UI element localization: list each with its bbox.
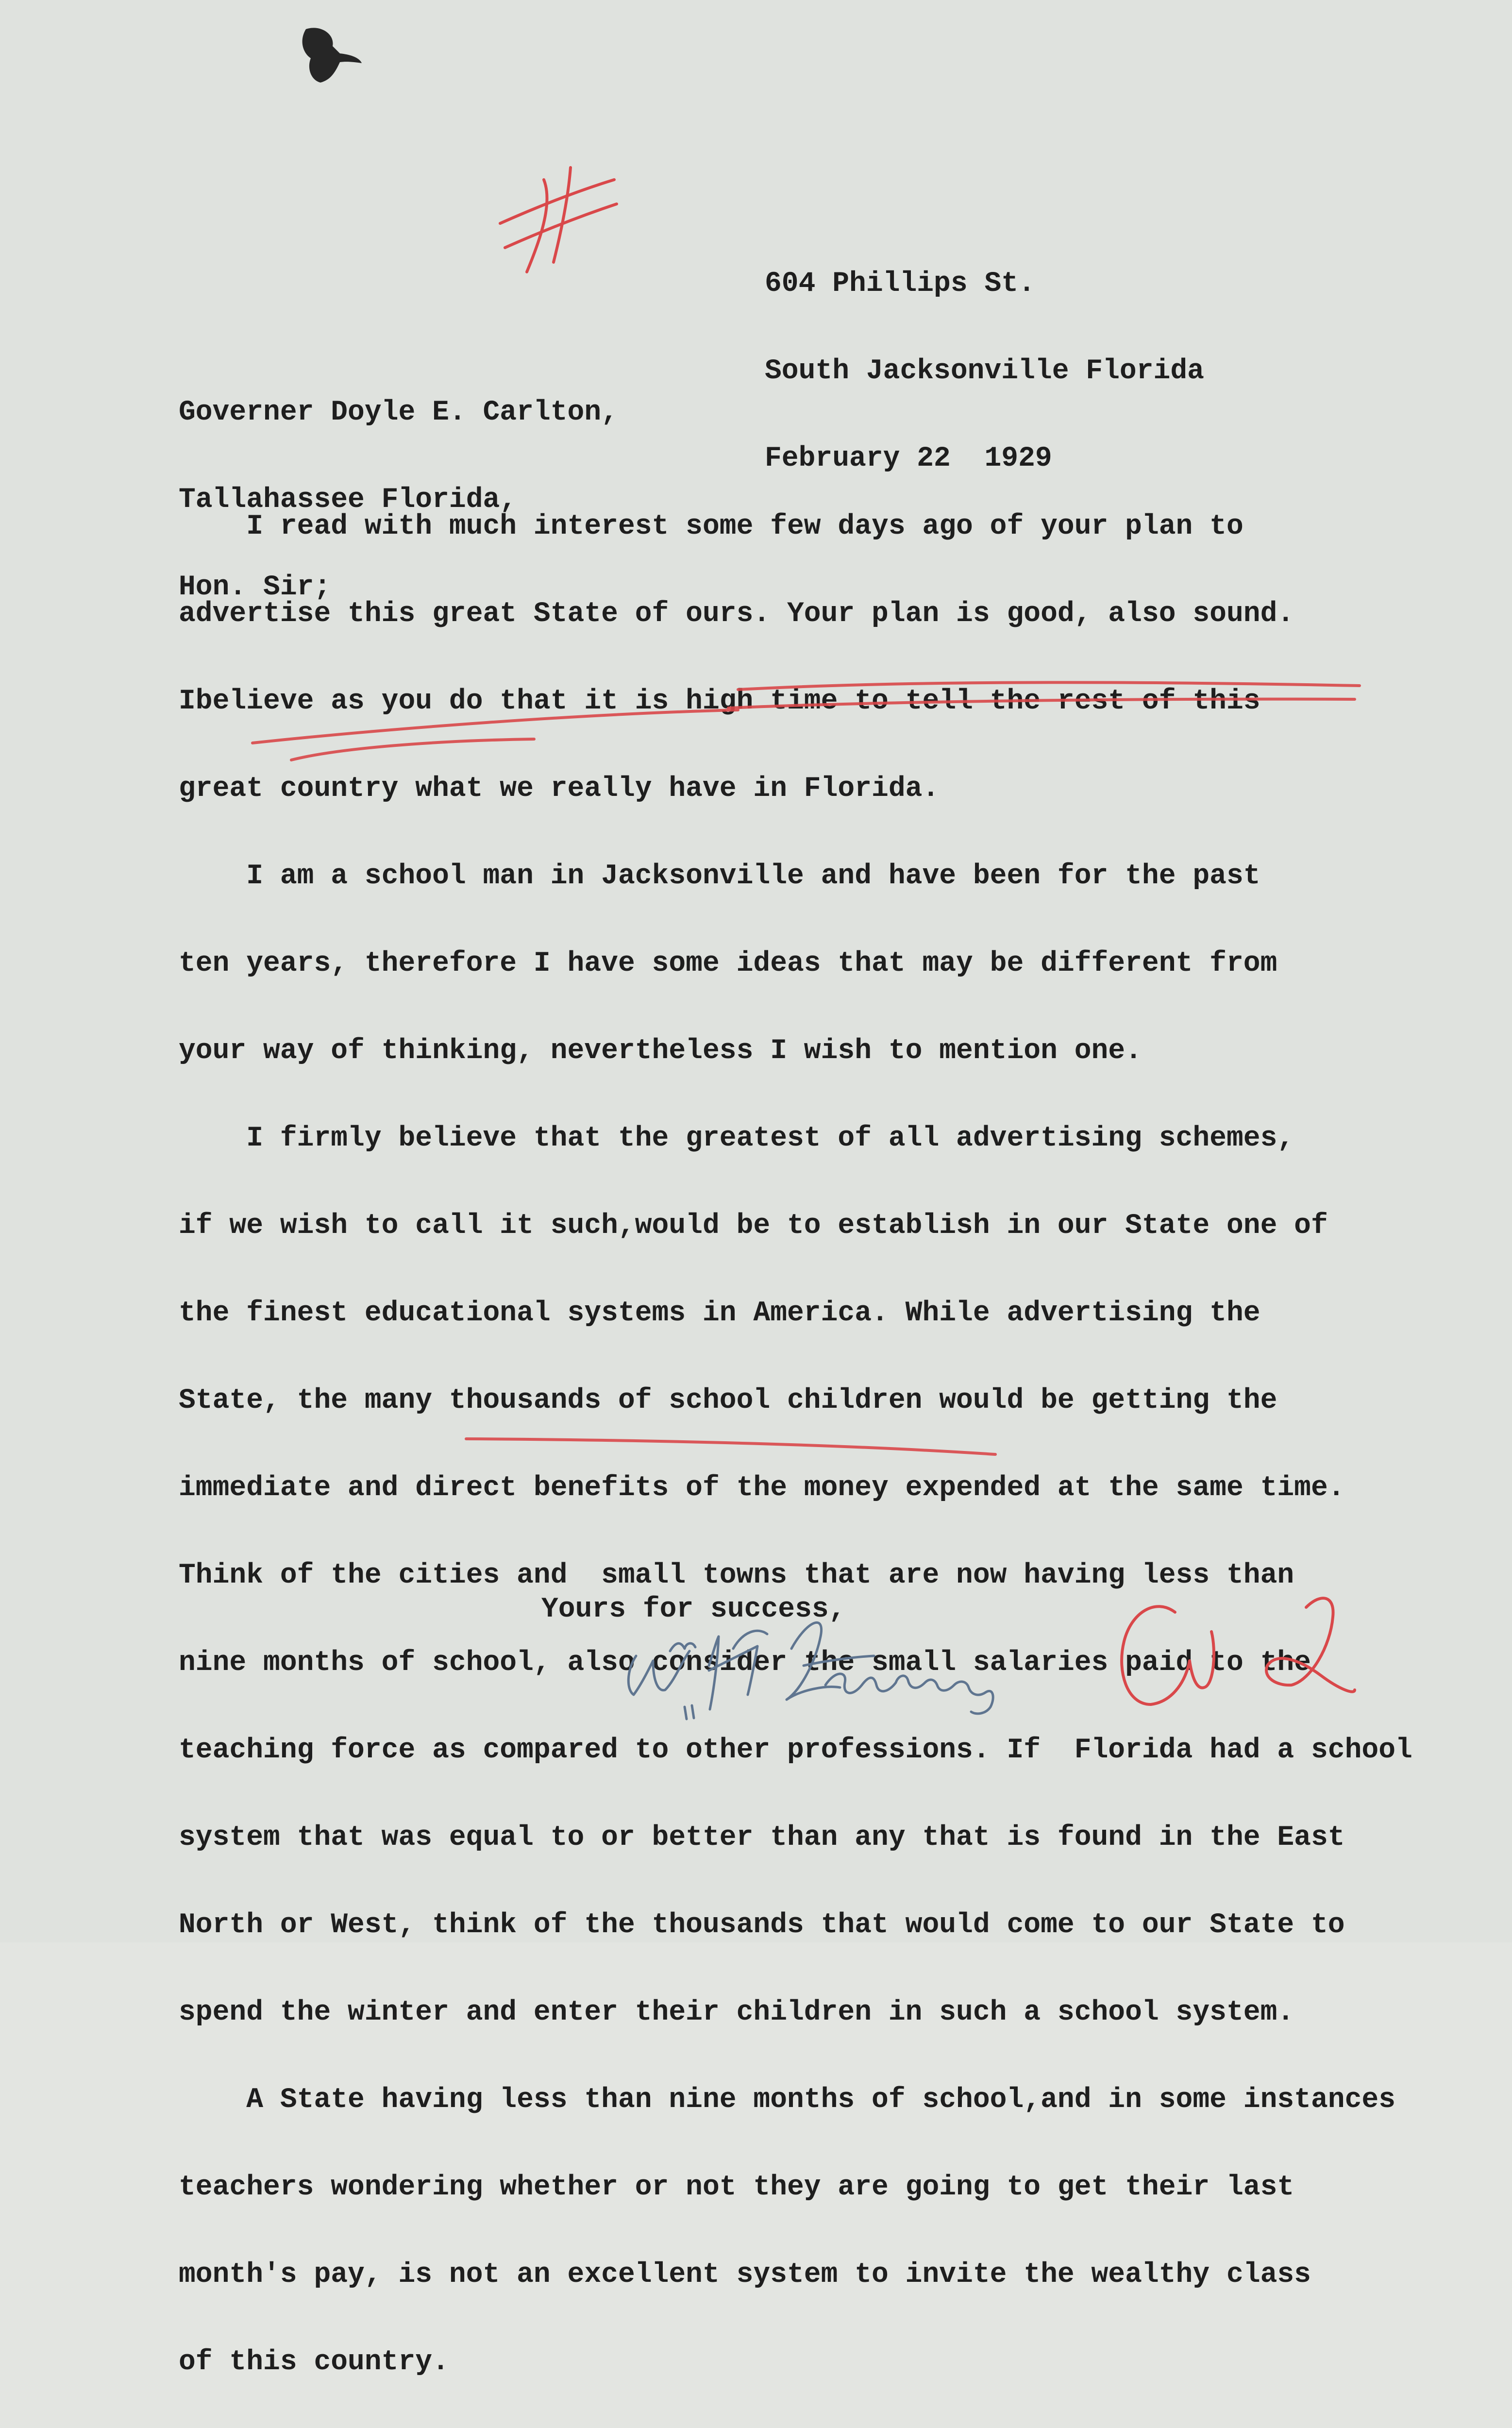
letter-date: February 22 1929 xyxy=(765,443,1052,474)
body-line: ten years, therefore I have some ideas that may be different from xyxy=(179,948,1277,979)
body-line: I firmly believe that the greatest of all advertising schemes, xyxy=(179,1123,1294,1154)
body-line: spend the winter and enter their children in such a school system. xyxy=(179,1997,1294,2028)
closing-line: Yours for success, xyxy=(541,1594,846,1625)
body-line: Ibelieve as you do that it is high time to tell the rest of this xyxy=(179,686,1260,717)
recipient-name: Governer Doyle E. Carlton, xyxy=(179,397,618,428)
body-line: teachers wondering whether or not they are going to get their last xyxy=(179,2172,1294,2203)
body-line: I read with much interest some few days ago of your plan to xyxy=(179,511,1243,542)
body-line: of this country. xyxy=(179,2346,449,2378)
body-line: great country what we really have in Florida. xyxy=(179,773,940,805)
body-line: nine months of school, also consider the small salaries paid to the xyxy=(179,1647,1311,1679)
body-line: month's pay, is not an excellent system to invite the wealthy class xyxy=(179,2259,1311,2291)
letter-body xyxy=(179,454,1412,2428)
body-line: North or West, think of the thousands that would come to our State to xyxy=(179,1909,1345,1941)
body-line: system that was equal to or better than any that is found in the East xyxy=(179,1822,1345,1854)
body-line: your way of thinking, nevertheless I wish to mention one. xyxy=(179,1035,1142,1067)
body-line: the finest educational systems in America. While advertising the xyxy=(179,1298,1260,1329)
address-street: 604 Phillips St. xyxy=(765,268,1035,300)
body-line: if we wish to call it such,would be to establish in our State one of xyxy=(179,1210,1328,1242)
recipient-location: Tallahassee Florida, xyxy=(179,484,517,516)
body-line: State, the many thousands of school children would be getting the xyxy=(179,1385,1277,1416)
body-line: immediate and direct benefits of the money expended at the same time. xyxy=(179,1472,1345,1504)
salutation: Hon. Sir; xyxy=(179,572,331,603)
address-city: South Jacksonville Florida xyxy=(765,355,1204,387)
body-line: advertise this great State of ours. Your plan is good, also sound. xyxy=(179,598,1294,630)
body-line: teaching force as compared to other professions. If Florida had a school xyxy=(179,1735,1412,1766)
body-line: A State having less than nine months of school,and in some instances xyxy=(179,2084,1396,2116)
body-line: Think of the cities and small towns that are now having less than xyxy=(179,1560,1294,1591)
body-line: I am a school man in Jacksonville and have been for the past xyxy=(179,860,1260,892)
